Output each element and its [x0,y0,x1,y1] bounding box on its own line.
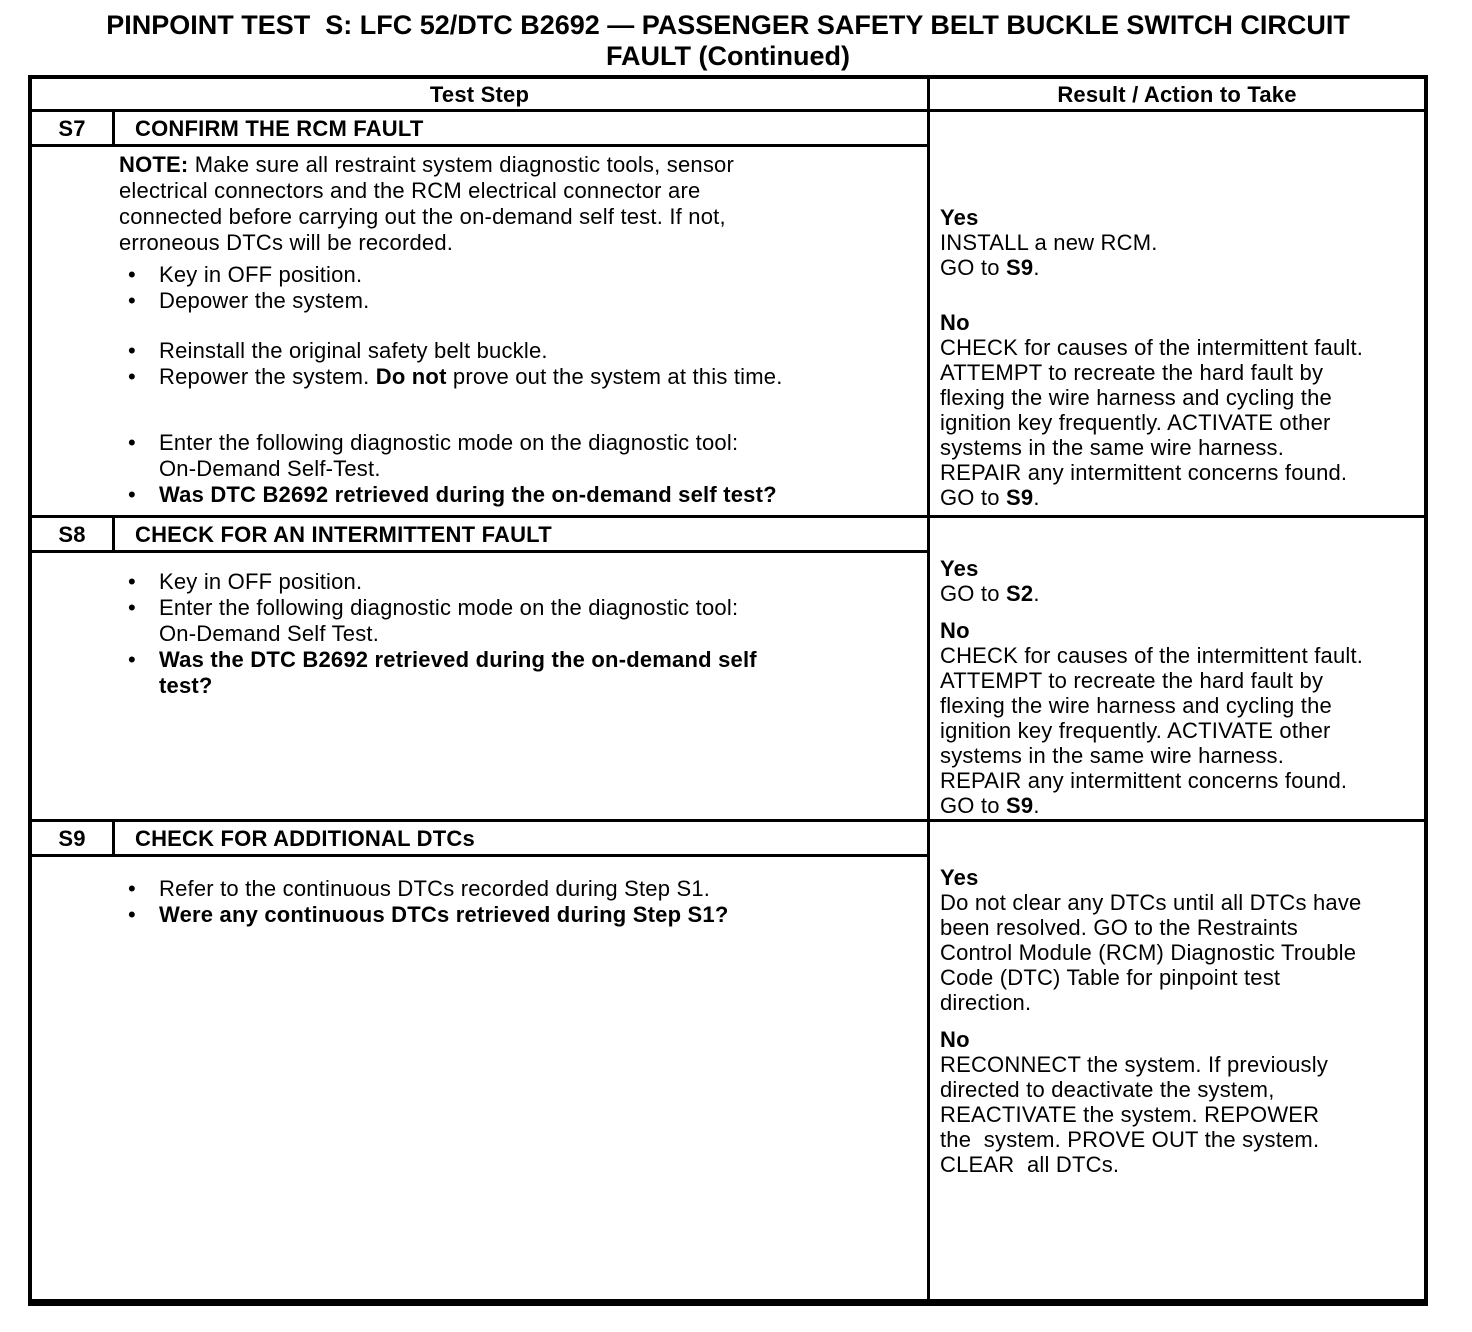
result-line: directed to deactivate the system, [940,1077,1275,1102]
bullet-line: Enter the following diagnostic mode on the diagnostic tool: [159,430,739,455]
result-action-cell [930,822,1424,1299]
bullet-line: Reinstall the original safety belt buckle. [159,338,548,363]
result-label: Yes [940,205,979,230]
result-line: Do not clear any DTCs until all DTCs have [940,890,1362,915]
note-line: electrical connectors and the RCM electrical connector are [119,178,701,203]
result-line: ATTEMPT to recreate the hard fault by [940,360,1324,385]
result-label: Yes [940,556,979,581]
result-action-cell [930,112,1424,515]
text-run: GO to [940,485,1006,510]
text-run: prove out the system at this time. [446,364,783,389]
result-line: ignition key frequently. ACTIVATE other [940,410,1331,435]
page-title-line2: FAULT (Continued) [606,41,850,71]
bold-text-run: Was the DTC B2692 retrieved during the on-demand self [159,647,757,672]
result-line: flexing the wire harness and cycling the [940,385,1332,410]
step-title: CHECK FOR ADDITIONAL DTCs [135,826,475,851]
result-line: systems in the same wire harness. [940,435,1285,460]
result-line: REPAIR any intermittent concerns found. [940,460,1348,485]
bullet-icon: • [128,288,136,313]
result-line: REPAIR any intermittent concerns found. [940,768,1348,793]
test-step-row-s7 [32,112,1424,518]
bold-text-run: S9 [1006,485,1034,510]
page-title-line1: PINPOINT TEST S: LFC 52/DTC B2692 — PASSENGER SAFETY BELT BUCKLE SWITCH CIRCUIT [106,10,1350,40]
bullet-item [119,569,919,595]
result-line: ATTEMPT to recreate the hard fault by [940,668,1324,693]
step-title-row [32,518,927,553]
bullet-text [159,338,919,364]
bullet-line: Refer to the continuous DTCs recorded during Step S1. [159,876,711,901]
step-body [32,553,927,819]
bullet-list [119,569,919,699]
bold-text-run: S9 [1006,255,1034,280]
column-header-result-action: Result / Action to Take [1057,82,1297,107]
result-line: Control Module (RCM) Diagnostic Trouble [940,940,1357,965]
step-id: S9 [32,822,115,854]
result-line [940,255,1422,280]
bold-text-run: S2 [1006,581,1034,606]
result-line: CHECK for causes of the intermittent fault. [940,335,1364,360]
table-header-row [32,79,1424,112]
bullet-line [159,647,919,673]
bullet-line: Key in OFF position. [159,569,363,594]
bullet-icon: • [128,262,136,287]
step-title-row [32,822,927,857]
result-line: ignition key frequently. ACTIVATE other [940,718,1331,743]
text-run: GO to [940,255,1006,280]
pinpoint-test-table [28,75,1428,1306]
result-line: REACTIVATE the system. REPOWER [940,1102,1320,1127]
bold-text-run: NOTE: [119,152,189,177]
result-line: CHECK for causes of the intermittent fault. [940,643,1364,668]
bold-text-run: Were any continuous DTCs retrieved during Step S1? [159,902,729,927]
text-run: . [1033,255,1040,280]
bullet-item [119,876,919,902]
result-group-yes [940,205,1422,280]
step-note [119,152,919,256]
result-group-no [940,310,1422,510]
page-title [28,10,1428,72]
bold-text-run: Do not [375,364,447,389]
bullet-text [159,364,919,390]
text-run: . [1033,793,1040,818]
step-body [32,857,927,1299]
result-line: flexing the wire harness and cycling the [940,693,1332,718]
bullet-line [159,364,919,390]
bullet-line: On-Demand Self Test. [159,621,380,646]
result-group-no [940,1027,1422,1177]
bullet-icon: • [128,482,136,507]
result-line: systems in the same wire harness. [940,743,1285,768]
bullet-item [119,902,919,928]
note-line: erroneous DTCs will be recorded. [119,230,454,255]
bullet-text [159,288,919,314]
column-header-test-step: Test Step [32,79,930,109]
result-line: RECONNECT the system. If previously [940,1052,1329,1077]
bullet-list [119,876,919,928]
step-id: S8 [32,518,115,550]
bullet-item [119,595,919,647]
result-label: No [940,618,970,643]
result-label: Yes [940,865,979,890]
table-body [32,112,1424,1299]
bullet-text [159,262,919,288]
text-run: Make sure all restraint system diagnostic tools, sensor [188,152,734,177]
bullet-icon: • [128,902,136,927]
result-group-no [940,618,1422,818]
bullet-line [159,482,919,508]
bullet-list [119,262,919,508]
test-step-cell [32,822,930,1299]
bullet-icon: • [128,569,136,594]
bullet-line: Depower the system. [159,288,370,313]
bullet-text [159,876,919,902]
note-line [119,152,919,178]
test-step-row-s8 [32,518,1424,822]
bullet-text [159,595,919,647]
result-line: been resolved. GO to the Restraints [940,915,1298,940]
bullet-icon: • [128,647,136,672]
text-run: . [1033,581,1040,606]
result-group-yes [940,865,1422,1015]
result-line: Code (DTC) Table for pinpoint test [940,965,1281,990]
step-title: CHECK FOR AN INTERMITTENT FAULT [135,522,552,547]
result-line [940,581,1422,606]
bullet-item [119,288,919,314]
text-run: . [1033,485,1040,510]
test-step-row-s9 [32,822,1424,1299]
bold-text-run: Was DTC B2692 retrieved during the on-demand self test? [159,482,777,507]
bullet-item [119,262,919,288]
result-line: INSTALL a new RCM. [940,230,1158,255]
note-line: connected before carrying out the on-demand self test. If not, [119,204,726,229]
text-run: GO to [940,793,1006,818]
bullet-item [119,430,919,482]
step-title: CONFIRM THE RCM FAULT [135,116,424,141]
bullet-line: On-Demand Self-Test. [159,456,381,481]
bullet-text [159,569,919,595]
result-line: the system. PROVE OUT the system. [940,1127,1320,1152]
bullet-line [159,673,919,699]
bullet-item [119,482,919,508]
bullet-item [119,338,919,364]
bullet-icon: • [128,338,136,363]
step-id: S7 [32,112,115,144]
bullet-item [119,647,919,699]
result-label: No [940,1027,970,1052]
bold-text-run: S9 [1006,793,1034,818]
bullet-item [119,364,919,390]
bullet-line [159,902,919,928]
text-run: GO to [940,581,1006,606]
result-line: direction. [940,990,1032,1015]
bullet-icon: • [128,430,136,455]
bullet-icon: • [128,876,136,901]
bold-text-run: test? [159,673,213,698]
result-label: No [940,310,970,335]
bullet-text [159,482,919,508]
bullet-text [159,902,919,928]
test-step-cell [32,518,930,819]
bullet-line: Enter the following diagnostic mode on the diagnostic tool: [159,595,739,620]
step-body [32,147,927,515]
result-action-cell [930,518,1424,819]
result-line: CLEAR all DTCs. [940,1152,1120,1177]
result-line [940,485,1422,510]
result-line [940,793,1422,818]
bullet-icon: • [128,595,136,620]
bullet-text [159,430,919,482]
result-group-yes [940,556,1422,606]
text-run: Repower the system. [159,364,376,389]
test-step-cell [32,112,930,515]
bullet-line: Key in OFF position. [159,262,363,287]
bullet-icon: • [128,364,136,389]
bullet-text [159,647,919,699]
step-title-row [32,112,927,147]
